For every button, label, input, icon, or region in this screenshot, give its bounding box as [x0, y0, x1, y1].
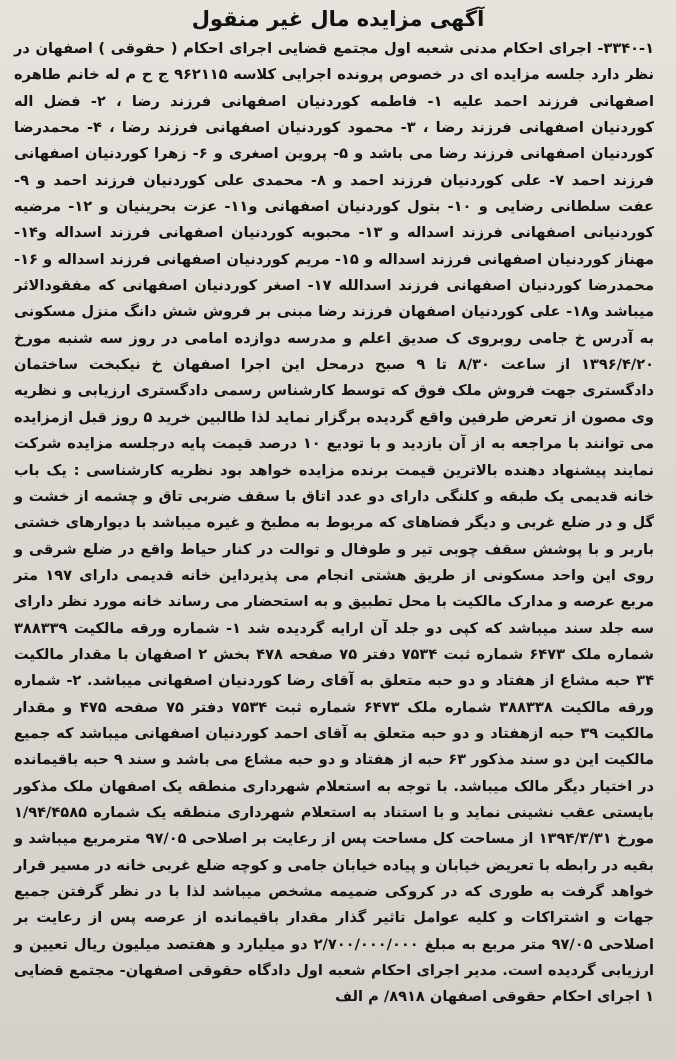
notice-title: آگهی مزایده مال غیر منقول [191, 7, 485, 31]
notice-body: ۳۳۴۰-۱- اجرای احکام مدنی شعبه اول مجتمع قضایی اجرای احکام ( حقوقی ) اصفهان در نظر دارد جلسه مزایده ای در خصوص پرونده اجرایی کلاسه ۹۶۲۱۱۵ ج ح م له خانم طاهره اصفهانی فرزند احمد علیه ۱- فاطمه کوردنیان اصفهانی فرزند رضا ، ۲- فضل اله کوردنیان اصفهانی فرزند رضا ، ۳- محمود کوردنیان اصفهانی فرزند رضا ، ۴- محمدرضا کوردنیان اصفهانی فرزند رضا می باشد و ۵- پروین اصغری و ۶- زهرا کوردنیان اصفهانی فرزند احمد ۷- علی کوردنیان فرزند احمد و ۸- محمدی علی کوردنیان فرزند احمد و ۹- عفت سلطانی رضایی و ۱۰- بتول کوردنیان اصفهانی و۱۱- عزت بحرینیان و ۱۲- مرضیه کوردنیانی اصفهانی فرزند اسداله و ۱۳- محبوبه کوردنیان اصفهانی فرزند اسداله و۱۴- مهناز کوردنیان اصفهانی فرزند اسداله و ۱۵- مریم کوردنیان اصفهانی فرزند اسداله و ۱۶- محمدرضا کوردنیان اصفهانی فرزند اسدالله ۱۷- اصغر کوردنیان اصفهانی که مفقودالاثر میباشد و۱۸- علی کوردنیان اصفهان فرزند رضا مبنی بر فروش شش دانگ منزل مسکونی به آدرس خ جامی روبروی ک صدیق اعلم و مدرسه دوازده امامی در روز سه شنبه مورخ ۱۳۹۶/۴/۲۰ از ساعت ۸/۳۰ تا ۹ صبح درمحل این اجرا اصفهان خ نیکبخت ساختمان دادگستری جهت فروش ملک فوق که توسط کارشناس رسمی دادگستری ارزیابی و نظریه وی مصون از تعرض طرفین واقع گردیده برگزار نماید لذا طالبین خرید ۵ روز قبل ازمزایده می توانند با مراجعه به از آن بازدید و با تودیع ۱۰ درصد قیمت پایه درجلسه مزایده شرکت نمایند پیشنهاد دهنده بالاترین قیمت برنده مزایده خواهد بود نظریه کارشناسی : یک باب خانه قدیمی یک طبقه و کلنگی دارای دو عدد اتاق با سقف ضربی تاق و چشمه از خشت و گل و در ضلع غربی و دیگر فضاهای که مربوط به مطبخ و غیره میباشد با دیوارهای خشتی باربر و با پوشش سقف چوبی تیر و طوفال و توالت در کنار حیاط واقع در ضلع شرقی و روی این واحد مسکونی از طریق هشتی انجام می پذیرداین خانه قدیمی دارای ۱۹۷ متر مربع عرصه و مدارک مالکیت با محل تطبیق و به استحضار می رساند خانه مورد نظر دارای سه جلد سند میباشد که کپی دو جلد آن ارایه گردیده شد ۱- شماره ورقه مالکیت ۳۸۸۳۳۹ شماره ملک ۶۴۷۳ شماره ثبت ۷۵۳۴ دفتر ۷۵ صفحه ۴۷۸ بخش ۲ اصفهان با مقدار مالکیت ۳۴ حبه مشاع از هفتاد و دو حبه متعلق به آقای رضا کوردنیان اصفهانی میباشد. ۲- شماره ورقه مالکیت ۳۸۸۳۳۸ شماره ملک ۶۴۷۳ شماره ثبت ۷۵۳۴ دفتر ۷۵ صفحه ۴۷۵ و مقدار مالکیت ۳۹ حبه ازهفتاد و دو حبه متعلق به آقای احمد کوردنیان اصفهانی میباشد که جمیع مالکیت این دو سند مذکور ۶۳ حبه از هفتاد و دو حبه مشاع می باشد و سند ۹ حبه باقیمانده در اختیار دیگر مالک میباشد. با توجه به استعلام شهرداری منطقه یک اصفهان ملک مذکور بایستی عقب نشینی نماید و با استناد به استعلام شهرداری منطقه یک شماره ۱/۹۴/۴۵۸۵ مورخ ۱۳۹۴/۳/۳۱ از مساحت کل مساحت پس از رعایت بر اصلاحی ۹۷/۰۵ مترمربع میباشد و بقیه در رابطه با تعریض خیابان و پیاده خیابان جامی و کوچه ضلع غربی خانه در مسیر قرار خواهد گرفت به طوری که در کروکی ضمیمه مشخص میباشد لذا با در نظر گرفتن جمیع جهات و اشتراکات و کلیه عوامل تاثیر گذار مقدار باقیمانده از عرصه پس از رعایت بر اصلاحی ۹۷/۰۵ متر مربع به مبلغ ۲/۷۰۰/۰۰۰/۰۰۰ دو میلیارد و هفتصد میلیون ریال تعیین و ارزیابی گردیده است. مدیر اجرای احکام شعبه اول دادگاه حقوقی اصفهان- مجتمع قضایی ۱ اجرای احکام حقوقی اصفهان ۸۹۱۸/ م الف [14, 40, 655, 1006]
